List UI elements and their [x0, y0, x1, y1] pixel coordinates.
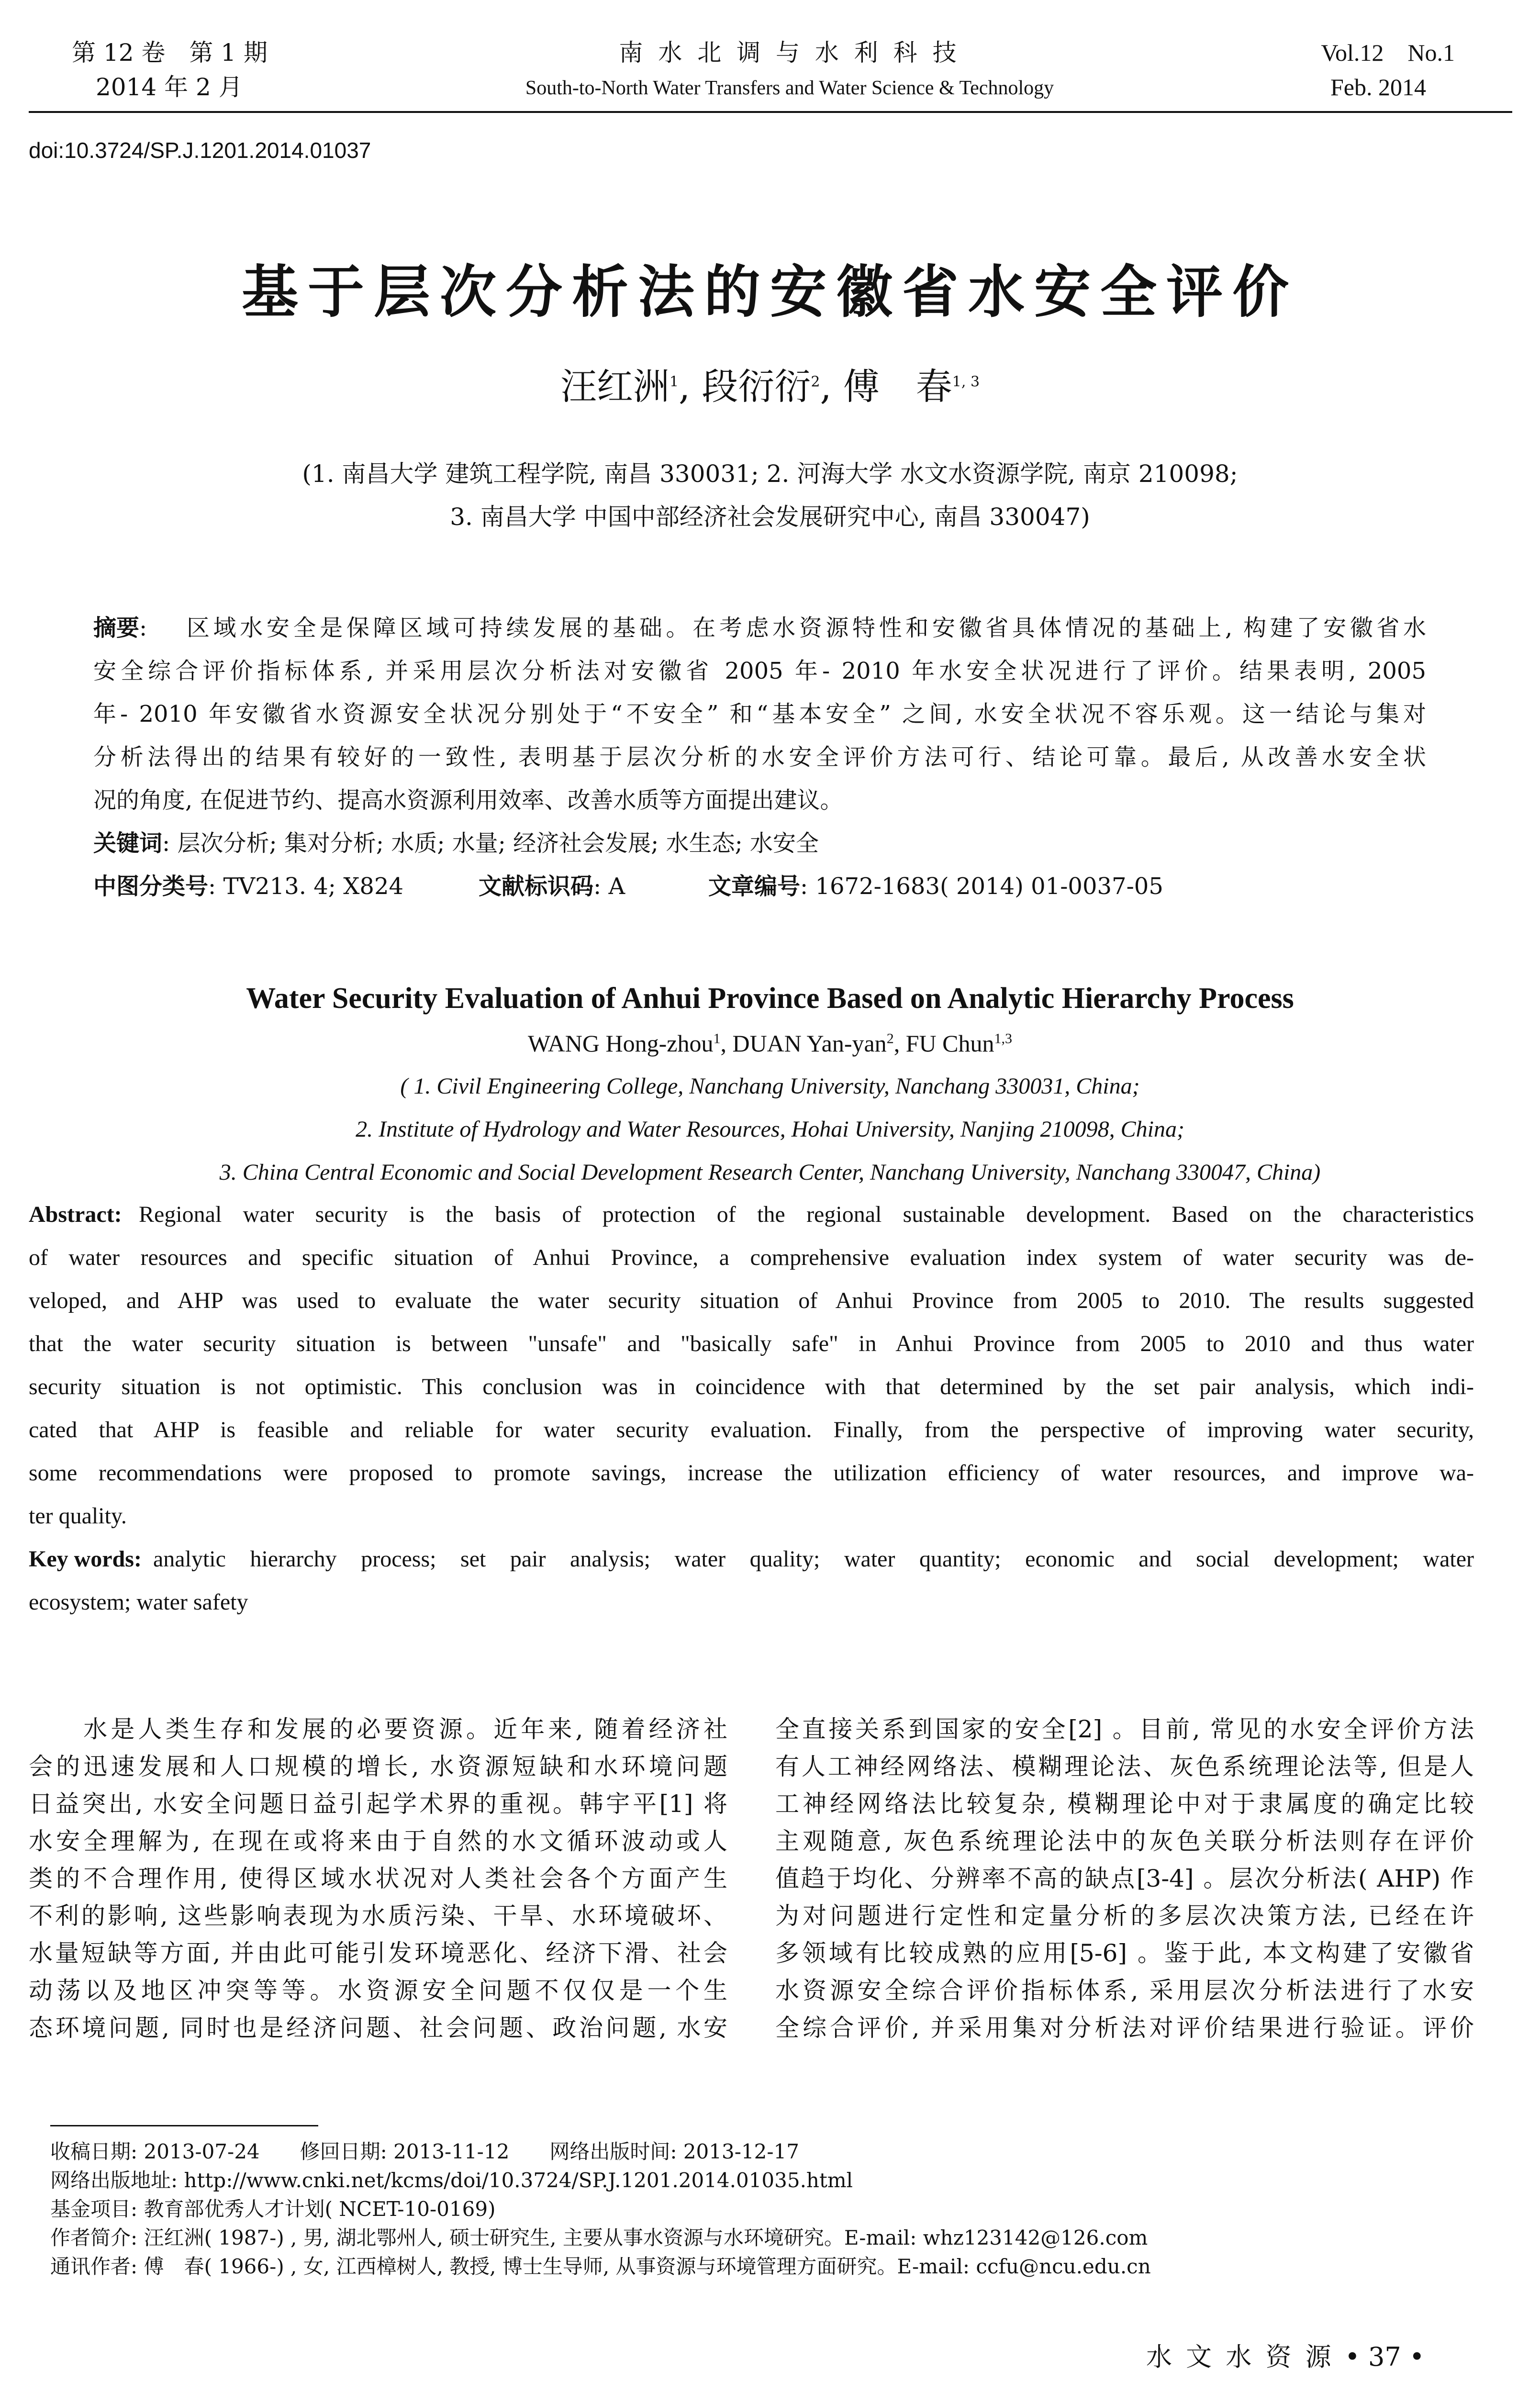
abstract-en-line-7: some recommendations were proposed to promote savings, increase the utilization efficiency of water resources, and improve wa- — [29, 1460, 1474, 1486]
title-cn: 基于层次分析法的安徽省水安全评价 — [241, 259, 1298, 325]
body-column-right — [775, 1711, 1474, 2046]
body-left-line-3: 日益突出, 水安全问题日益引起学术界的重视。韩宇平[1] 将 — [29, 1790, 727, 1818]
affiliation-en-3: 3. China Central Economic and Social Development Research Center, Nanchang University, Nanchang 330047, China) — [219, 1160, 1321, 1185]
body-right-line-2: 有人工神经网络法、模糊理论法、灰色系统理论法等, 但是人 — [775, 1753, 1474, 1780]
header-volume-issue: 第 12 卷 第 1 期 — [72, 39, 268, 67]
keywords-cn: 关键词: 层次分析; 集对分析; 水质; 水量; 经济社会发展; 水生态; 水安全 — [93, 830, 819, 857]
author-en-3: FU Chun$^{1,3}$ — [905, 1030, 1012, 1057]
keywords-en-label: Key words: — [29, 1546, 142, 1572]
keywords-en-line-2: ecosystem; water safety — [29, 1589, 248, 1615]
abstract-en-line-2: of water resources and specific situation of Anhui Province, a comprehensive evaluation index system of water security was de- — [29, 1245, 1474, 1270]
body-left-line-1: 水是人类生存和发展的必要资源。近年来, 随着经济社 — [29, 1715, 727, 1743]
body-column-left — [29, 1711, 727, 2046]
abstract-en-line-6: cated that AHP is feasible and reliable for water security evaluation. Finally, from the perspective of improving water security, — [29, 1417, 1474, 1443]
header-rule — [29, 111, 1512, 113]
footnote-author: 作者简介: 汪红洲( 1987-) , 男, 湖北鄂州人, 硕士研究生, 主要从事水资源与水环境研究。E-mail: whz123142@126.com — [50, 2226, 1148, 2249]
abstract-en-line-1: Regional water security is the basis of protection of the regional sustainable development. Based on the characteristics — [139, 1202, 1474, 1227]
abstract-en-line-5: security situation is not optimistic. This conclusion was in coincidence with that determined by the set pair analysis, which indi- — [29, 1374, 1474, 1399]
footnote-dates: 收稿日期: 2013-07-24 修回日期: 2013-11-12 网络出版时间: 2013-12-17 — [50, 2140, 799, 2163]
body-left-line-9: 态环境问题, 同时也是经济问题、社会问题、政治问题, 水安 — [29, 2014, 727, 2042]
body-right-line-8: 水资源安全综合评价指标体系, 采用层次分析法进行了水安 — [775, 1977, 1474, 2004]
affiliation-cn-2: 3. 南昌大学 中国中部经济社会发展研究中心, 南昌 330047) — [450, 503, 1090, 531]
body-left-line-7: 水量短缺等方面, 并由此可能引发环境恶化、经济下滑、社会 — [29, 1939, 727, 1967]
page-number: • 37 • — [1345, 2342, 1425, 2372]
body-right-line-5: 值趋于均化、分辨率不高的缺点[3-4] 。层次分析法( AHP) 作 — [775, 1865, 1474, 1892]
article-number: 文章编号: 1672-1683( 2014) 01-0037-05 — [708, 873, 1163, 900]
author-en-1: WANG Hong-zhou$^1$, — [528, 1030, 733, 1057]
abstract-en-line-4: that the water security situation is between "unsafe" and "basically safe" in Anhui Province from 2005 to 2010 and thus water — [29, 1331, 1474, 1356]
clc-number: 中图分类号: TV213. 4; X824 — [93, 873, 404, 900]
document-code: 文献标识码: A — [479, 873, 625, 900]
author-cn-1: 汪红洲$^1$, — [560, 365, 702, 408]
header-journal-cn: 南 水 北 调 与 水 利 科 技 — [619, 39, 960, 67]
authors-en — [0, 1029, 1540, 1058]
footnote-corresponding: 通讯作者: 傅 春( 1966-) , 女, 江西樟树人, 教授, 博士生导师, 从事资源与环境管理方面研究。E-mail: ccfu@ncu.edu.cn — [50, 2255, 1151, 2278]
body-left-line-4: 水安全理解为, 在现在或将来由于自然的水文循环波动或人 — [29, 1827, 727, 1855]
body-right-line-7: 多领域有比较成熟的应用[5-6] 。鉴于此, 本文构建了安徽省 — [775, 1939, 1474, 1967]
abstract-cn-line-2: 安全综合评价指标体系, 并采用层次分析法对安徽省 2005 年- 2010 年水安全状况进行了评价。结果表明, 2005 — [93, 658, 1426, 684]
affiliation-en-1: ( 1. Civil Engineering College, Nanchang University, Nanchang 330031, China; — [400, 1073, 1140, 1099]
body-left-line-2: 会的迅速发展和人口规模的增长, 水资源短缺和水环境问题 — [29, 1753, 727, 1780]
footer-section: 水 文 水 资 源 — [1146, 2342, 1334, 2372]
abstract-en-line-8: ter quality. — [29, 1503, 127, 1529]
body-right-line-3: 工神经网络法比较复杂, 模糊理论中对于隶属度的确定比较 — [775, 1790, 1474, 1818]
affiliation-cn-1: (1. 南昌大学 建筑工程学院, 南昌 330031; 2. 河海大学 水文水资源学院, 南京 210098; — [302, 460, 1238, 488]
body-right-line-9: 全综合评价, 并采用集对分析法对评价结果进行验证。评价 — [775, 2014, 1474, 2042]
authors-cn — [0, 364, 1540, 410]
body-right-line-4: 主观随意, 灰色系统理论法中的灰色关联分析法则存在评价 — [775, 1827, 1474, 1855]
body-right-line-1: 全直接关系到国家的安全[2] 。目前, 常见的水安全评价方法 — [775, 1715, 1474, 1743]
abstract-en-label: Abstract: — [29, 1202, 122, 1227]
abstract-cn-line-5: 况的角度, 在促进节约、提高水资源利用效率、改善水质等方面提出建议。 — [93, 787, 843, 814]
footnote-url: 网络出版地址: http://www.cnki.net/kcms/doi/10.3724/SP.J.1201.2014.01035.html — [50, 2169, 853, 2192]
abstract-en-line-3: veloped, and AHP was used to evaluate the water security situation of Anhui Province from 2005 to 2010. The results suggested — [29, 1288, 1474, 1313]
header-date: 2014 年 2 月 — [96, 73, 243, 101]
body-left-line-6: 不利的影响, 这些影响表现为水质污染、干旱、水环境破坏、 — [29, 1902, 727, 1930]
header-journal-en: South-to-North Water Transfers and Water Science & Technology — [525, 77, 1054, 99]
author-cn-3: 傅 春$^{1, 3}$ — [843, 365, 980, 408]
abstract-cn-line-1: 区域水安全是保障区域可持续发展的基础。在考虑水资源特性和安徽省具体情况的基础上, 构建了安徽省水 — [187, 615, 1426, 641]
author-cn-2: 段衍衍$^2$, — [702, 365, 843, 408]
abstract-cn-line-4: 分析法得出的结果有较好的一致性, 表明基于层次分析的水安全评价方法可行、结论可靠。最后, 从改善水安全状 — [93, 744, 1426, 771]
abstract-cn-label: 摘要: — [93, 615, 147, 641]
footnote-rule — [50, 2125, 318, 2126]
abstract-cn-line-3: 年- 2010 年安徽省水资源安全状况分别处于“不安全” 和“基本安全” 之间, 水安全状况不容乐观。这一结论与集对 — [93, 701, 1426, 727]
header-month: Feb. 2014 — [1330, 74, 1426, 101]
doi: doi:10.3724/SP.J.1201.2014.01037 — [29, 138, 371, 163]
title-en: Water Security Evaluation of Anhui Province Based on Analytic Hierarchy Process — [246, 982, 1294, 1015]
body-left-line-8: 动荡以及地区冲突等等。水资源安全问题不仅仅是一个生 — [29, 1977, 727, 2004]
body-left-line-5: 类的不合理作用, 使得区域水状况对人类社会各个方面产生 — [29, 1865, 727, 1892]
header-vol-no: Vol.12 No.1 — [1321, 39, 1455, 66]
keywords-en-line-1: analytic hierarchy process; set pair analysis; water quality; water quantity; economic and social development; water — [153, 1546, 1474, 1572]
affiliation-en-2: 2. Institute of Hydrology and Water Resources, Hohai University, Nanjing 210098, China; — [356, 1117, 1184, 1142]
body-right-line-6: 为对问题进行定性和定量分析的多层次决策方法, 已经在许 — [775, 1902, 1474, 1930]
author-en-2: DUAN Yan-yan$^2$, — [732, 1030, 906, 1057]
footnote-fund: 基金项目: 教育部优秀人才计划( NCET-10-0169) — [50, 2197, 496, 2221]
